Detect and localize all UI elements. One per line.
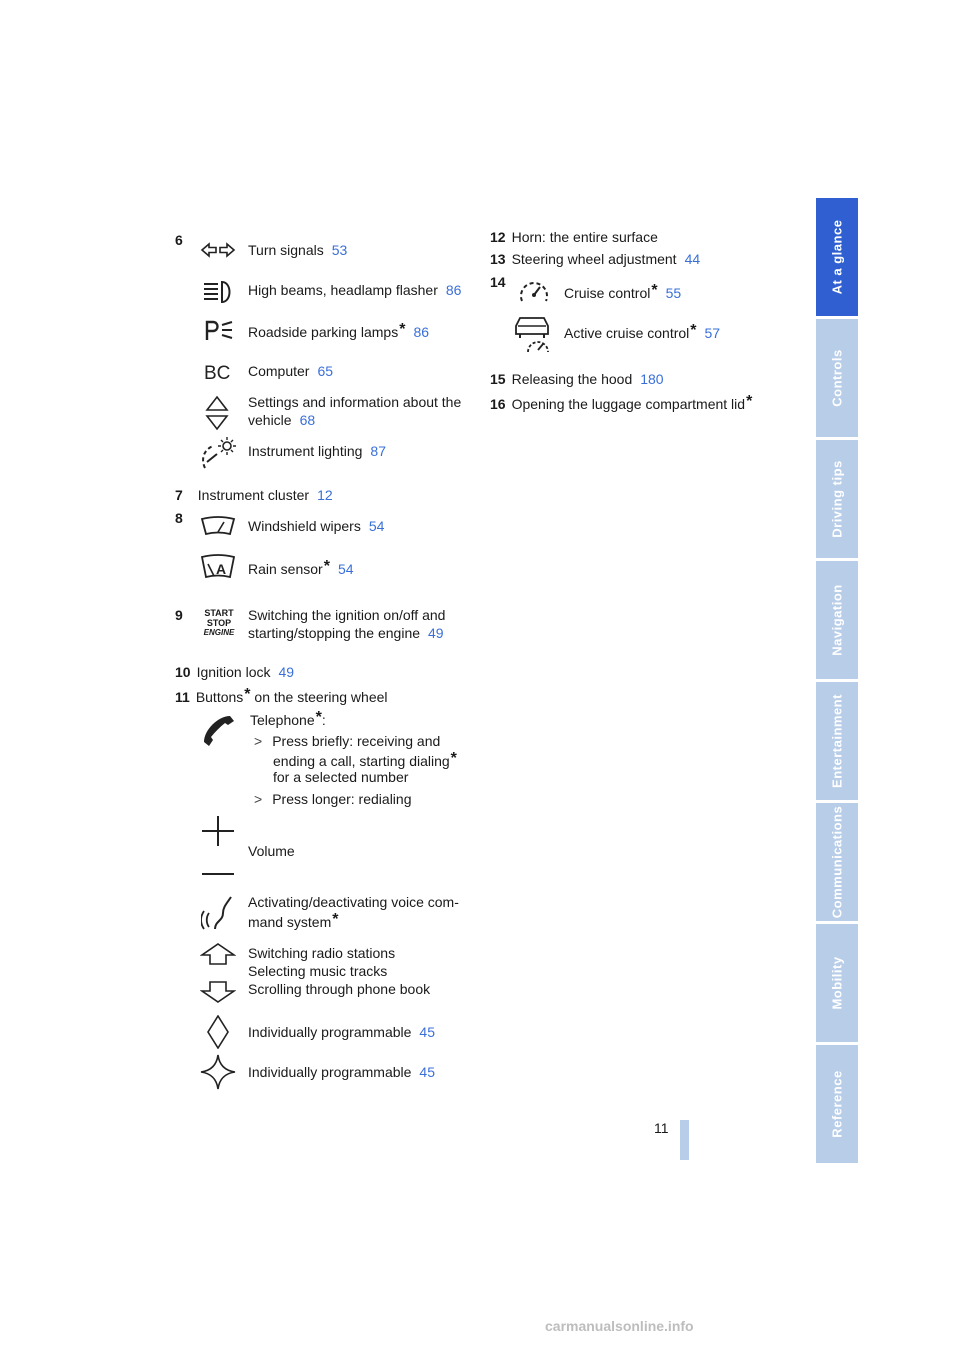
- item-11-number: 11: [175, 689, 190, 705]
- telephone-bullet-1-text: Press briefly: receiving and: [272, 733, 441, 749]
- programmable-2-page-link[interactable]: 45: [419, 1064, 435, 1080]
- volume-icon: [200, 815, 236, 877]
- high-beams-label: High beams, headlamp flasher: [248, 282, 438, 298]
- telephone-icon: [200, 712, 236, 748]
- chapter-tabs: [816, 198, 858, 1166]
- volume-label: Volume: [248, 843, 295, 859]
- arrow-down-icon: [200, 980, 236, 1004]
- svg-text:BC: BC: [204, 363, 231, 383]
- luggage-lid-label: Opening the luggage compartment lid: [511, 396, 746, 412]
- tab-driving-tips-label: Driving tips: [829, 460, 845, 538]
- high-beams-row: [248, 281, 461, 299]
- item-12-number: 12: [490, 229, 506, 245]
- computer-page-link[interactable]: 65: [317, 363, 334, 379]
- hood-release-page-link[interactable]: 180: [640, 371, 664, 387]
- cruise-control-label: Cruise control: [564, 285, 651, 301]
- optional-equipment-star-icon: *: [690, 322, 697, 339]
- svg-text:A: A: [216, 561, 227, 577]
- turn-signals-row: [248, 241, 347, 259]
- optional-equipment-star-icon: *: [651, 282, 658, 299]
- instrument-lighting-icon: [199, 436, 239, 470]
- computer-row: [248, 362, 333, 380]
- tab-communications-label: Communications: [829, 805, 845, 919]
- ignition-label-line2: starting/stopping the engine: [248, 625, 421, 641]
- active-cruise-control-page-link[interactable]: 57: [704, 325, 721, 341]
- ignition-label: Switching the ignition on/off and: [248, 607, 446, 623]
- page-number: 11: [654, 1120, 669, 1136]
- steering-adjustment-label: Steering wheel adjustment: [511, 251, 677, 267]
- cruise-control-row: [564, 282, 681, 302]
- tab-driving-tips[interactable]: [816, 440, 858, 558]
- windshield-wipers-row: [248, 517, 384, 535]
- telephone-bullet-2: [254, 790, 411, 808]
- programmable-2-row: [248, 1063, 435, 1081]
- item-14-number: 14: [490, 274, 506, 290]
- voice-command-label-line2: mand system: [248, 914, 332, 930]
- item-7-number: 7: [175, 487, 183, 503]
- radio-label-line3: Scrolling through phone book: [248, 981, 431, 997]
- settings-label: Settings and information about the: [248, 394, 462, 410]
- horn-label: Horn: the entire surface: [511, 229, 658, 245]
- voice-command-row: [248, 893, 459, 931]
- radio-label-line2: Selecting music tracks: [248, 963, 388, 979]
- computer-label: Computer: [248, 363, 310, 379]
- cruise-control-page-link[interactable]: 55: [665, 285, 682, 301]
- radio-stations-row: [248, 944, 430, 998]
- hood-release-label: Releasing the hood: [511, 371, 633, 387]
- ignition-page-link[interactable]: 49: [428, 625, 444, 641]
- telephone-bullet-2-text: Press longer: redialing: [272, 791, 412, 807]
- tab-reference[interactable]: [816, 1045, 858, 1163]
- active-cruise-control-row: [564, 322, 720, 342]
- ignition-lock-page-link[interactable]: 49: [278, 664, 295, 680]
- bullet-marker: >: [254, 791, 263, 807]
- buttons-label-suffix: on the steering wheel: [250, 689, 388, 705]
- tab-navigation-label: Navigation: [829, 584, 845, 656]
- arrow-up-icon: [200, 942, 236, 966]
- item-16-row: [490, 393, 752, 413]
- optional-equipment-star-icon: *: [332, 911, 339, 928]
- telephone-bullet-1: [254, 732, 440, 750]
- high-beams-icon: [202, 280, 236, 304]
- tab-entertainment[interactable]: [816, 682, 858, 800]
- programmable-1-row: [248, 1023, 435, 1041]
- tab-mobility-label: Mobility: [829, 956, 845, 1010]
- tab-entertainment-label: Entertainment: [829, 694, 845, 788]
- tab-controls[interactable]: [816, 319, 858, 437]
- item-10-row: [175, 663, 294, 681]
- ignition-row: [248, 606, 445, 642]
- ignition-lock-label: Ignition lock: [196, 664, 271, 680]
- parking-lamps-row: [248, 321, 429, 341]
- telephone-bullet-1-line2-text: ending a call, starting dialing: [273, 753, 450, 769]
- item-11-row: [175, 686, 388, 706]
- voice-command-icon: [201, 893, 237, 933]
- tab-at-a-glance-label: At a glance: [829, 219, 845, 295]
- page-number-bar: [680, 1120, 689, 1160]
- turn-signals-page-link[interactable]: 53: [331, 242, 348, 258]
- item-13-number: 13: [490, 251, 506, 267]
- item-6-number: 6: [175, 232, 183, 248]
- settings-page-link[interactable]: 68: [299, 412, 316, 428]
- telephone-title: [250, 709, 326, 729]
- parking-lamps-icon: [204, 320, 234, 342]
- optional-equipment-star-icon: *: [399, 321, 406, 338]
- start-stop-icon-text-stop: STOP: [206, 618, 232, 628]
- tab-communications[interactable]: [816, 803, 858, 921]
- instrument-lighting-row: [248, 442, 386, 460]
- item-15-row: [490, 370, 664, 388]
- turn-signals-label: Turn signals: [248, 242, 324, 258]
- parking-lamps-page-link[interactable]: 86: [413, 324, 430, 340]
- item-13-row: [490, 250, 700, 268]
- programmable-1-page-link[interactable]: 45: [419, 1024, 435, 1040]
- instrument-lighting-page-link[interactable]: 87: [370, 443, 386, 459]
- diamond-button-icon: [206, 1015, 230, 1049]
- optional-equipment-star-icon: *: [450, 750, 457, 767]
- telephone-bullet-1-line2: [273, 750, 457, 770]
- voice-command-label: Activating/deactivating voice com-: [248, 894, 459, 910]
- bullet-marker: >: [254, 733, 263, 749]
- item-15-number: 15: [490, 371, 506, 387]
- windshield-wipers-label: Windshield wipers: [248, 518, 361, 534]
- item-7-row: [175, 486, 333, 504]
- item-9-number: 9: [175, 607, 183, 623]
- rain-sensor-row: [248, 558, 354, 578]
- programmable-1-label: Individually programmable: [248, 1024, 412, 1040]
- tab-navigation[interactable]: [816, 561, 858, 679]
- telephone-bullet-1-line3: for a selected number: [273, 769, 409, 785]
- programmable-2-label: Individually programmable: [248, 1064, 412, 1080]
- parking-lamps-label: Roadside parking lamps: [248, 324, 399, 340]
- instrument-cluster-page-link[interactable]: 12: [317, 487, 333, 503]
- star-button-icon: [200, 1054, 236, 1090]
- telephone-title-text: Telephone: [250, 712, 315, 728]
- cruise-control-icon: [518, 277, 550, 305]
- tab-at-a-glance[interactable]: [816, 198, 858, 316]
- item-8-number: 8: [175, 510, 183, 526]
- turn-signals-icon: [200, 241, 236, 259]
- optional-equipment-star-icon: *: [315, 709, 322, 726]
- windshield-wipers-page-link[interactable]: 54: [368, 518, 385, 534]
- rain-sensor-label: Rain sensor: [248, 561, 323, 577]
- active-cruise-control-label: Active cruise control: [564, 325, 690, 341]
- windshield-wiper-icon: [200, 516, 236, 536]
- instrument-lighting-label: Instrument lighting: [248, 443, 363, 459]
- start-stop-engine-icon: [201, 608, 237, 638]
- optional-equipment-star-icon: *: [323, 558, 330, 575]
- item-10-number: 10: [175, 664, 191, 680]
- rain-sensor-page-link[interactable]: 54: [337, 561, 354, 577]
- steering-adjustment-page-link[interactable]: 44: [684, 251, 701, 267]
- start-stop-icon-text-engine: ENGINE: [203, 628, 235, 637]
- item-16-number: 16: [490, 396, 506, 412]
- settings-arrows-icon: [204, 395, 230, 431]
- buttons-label: Buttons: [195, 689, 244, 705]
- watermark: carmanualsonline.info: [545, 1318, 694, 1334]
- tab-mobility[interactable]: [816, 924, 858, 1042]
- radio-label-line1: Switching radio stations: [248, 945, 396, 961]
- telephone-title-colon: :: [321, 712, 326, 728]
- computer-icon: [204, 361, 234, 383]
- item-12-row: [490, 228, 658, 246]
- settings-label-line2: vehicle: [248, 412, 292, 428]
- settings-row: [248, 393, 461, 429]
- optional-equipment-star-icon: *: [746, 393, 753, 410]
- optional-equipment-star-icon: *: [244, 686, 251, 703]
- high-beams-page-link[interactable]: 86: [445, 282, 462, 298]
- tab-reference-label: Reference: [829, 1070, 845, 1138]
- start-stop-icon-text-start: START: [204, 608, 234, 618]
- rain-sensor-icon: [200, 554, 236, 580]
- active-cruise-control-icon: [514, 312, 552, 354]
- tab-controls-label: Controls: [829, 349, 845, 407]
- instrument-cluster-label: Instrument cluster: [197, 487, 310, 503]
